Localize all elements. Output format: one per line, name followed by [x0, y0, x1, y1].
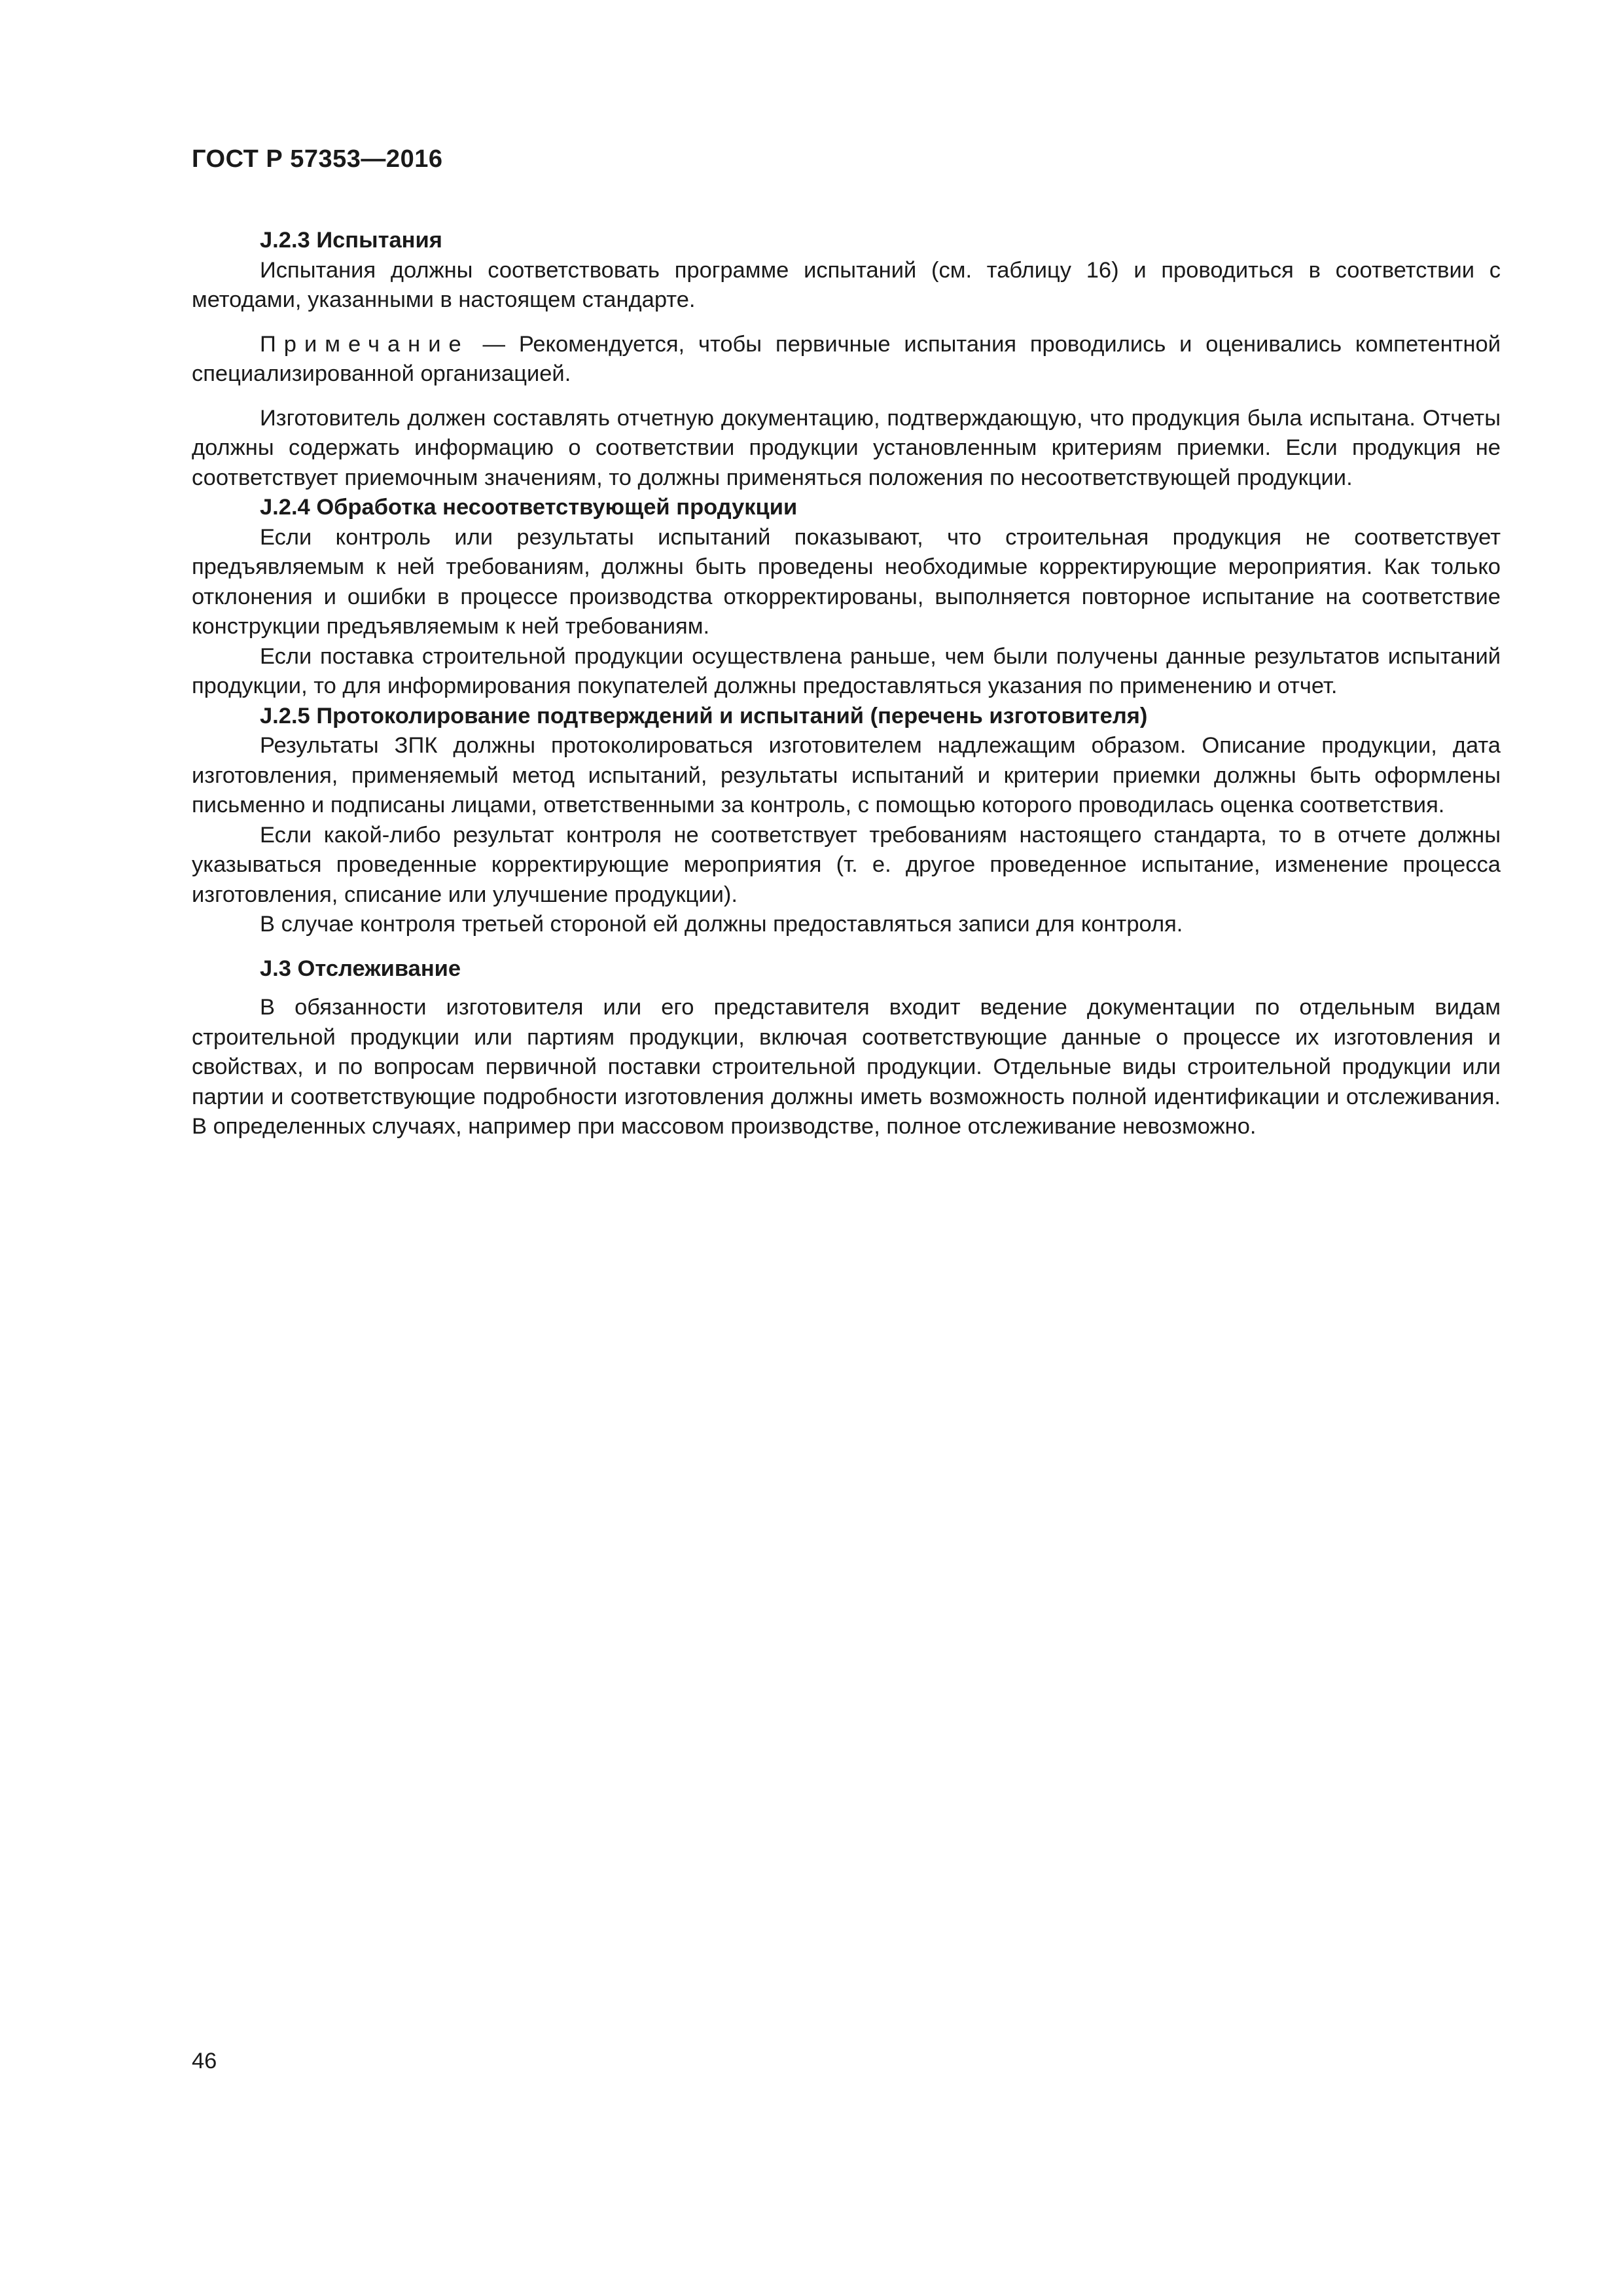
paragraph-j25-3: В случае контроля третьей стороной ей должны предоставляться записи для контроля.: [260, 912, 1183, 937]
paragraph-j23-2: Изготовитель должен составлять отчетную документацию, подтверждающую, что продукция была испытана. Отчеты должны содержать информацию о соответствии продукции установленным критериям приемки. Если продукция не соответствует приемочным значениям, то должны применяться положения по несоответствующей продукции.: [192, 405, 1501, 490]
paragraph-j24-1: Если контроль или результаты испытаний показывают, что строительная продукция не соответствует предъявляемым к ней требованиям, должны быть проведены необходимые корректирующие мероприятия. Как только отклонения и ошибки в процессе производства откорректированы, выполняется повторное испытание на соответствие конструкции предъявляемым к ней требованиям.: [192, 524, 1501, 639]
paragraph-j24-2: Если поставка строительной продукции осуществлена раньше, чем были получены данные результатов испытаний продукции, то для информирования покупателей должны предоставляться указания по применению и отчет.: [192, 643, 1501, 698]
document-body: [192, 226, 1501, 1142]
section-heading-j23: J.2.3 Испытания: [260, 228, 442, 253]
note-text: — Рекомендуется, чтобы первичные испытания проводились и оценивались компетентной специализированной организацией.: [192, 331, 1501, 386]
section-heading-j3: J.3 Отслеживание: [260, 956, 461, 981]
note-paragraph: [192, 330, 1501, 389]
paragraph-j3-1: В обязанности изготовителя или его представителя входит ведение документации по отдельным видам строительной продукции или партиям продукции, включая соответствующие данные о процессе их изготовления и свойствах, и по вопросам первичной поставки строительной продукции. Отдельные виды строительной продукции или партии и соответствующие подробности изготовления должны иметь возможность полной идентификации и отслеживания. В определенных случаях, например при массовом производстве, полное отслеживание невозможно.: [192, 995, 1501, 1139]
page-number: 46: [192, 2049, 217, 2073]
paragraph-j25-1: Результаты ЗПК должны протоколироваться изготовителем надлежащим образом. Описание продукции, дата изготовления, применяемый метод испытаний, результаты испытаний и критерии приемки должны быть оформлены письменно и подписаны лицами, ответственными за контроль, с помощью которого проводилась оценка соответствия.: [192, 733, 1501, 817]
paragraph-j25-2: Если какой-либо результат контроля не соответствует требованиям настоящего стандарта, то в отчете должны указываться проведенные корректирующие мероприятия (т. е. другое проведенное испытание, изменение процесса изготовления, списание или улучшение продукции).: [192, 822, 1501, 907]
note-label: Примечание: [260, 331, 469, 357]
section-heading-j24: J.2.4 Обработка несоответствующей продукции: [260, 495, 798, 520]
paragraph-j23-1: Испытания должны соответствовать программе испытаний (см. таблицу 16) и проводиться в соответствии с методами, указанными в настоящем стандарте.: [192, 257, 1501, 312]
section-heading-j25: J.2.5 Протоколирование подтверждений и испытаний (перечень изготовителя): [260, 703, 1148, 728]
document-code-header: ГОСТ Р 57353—2016: [192, 145, 443, 173]
